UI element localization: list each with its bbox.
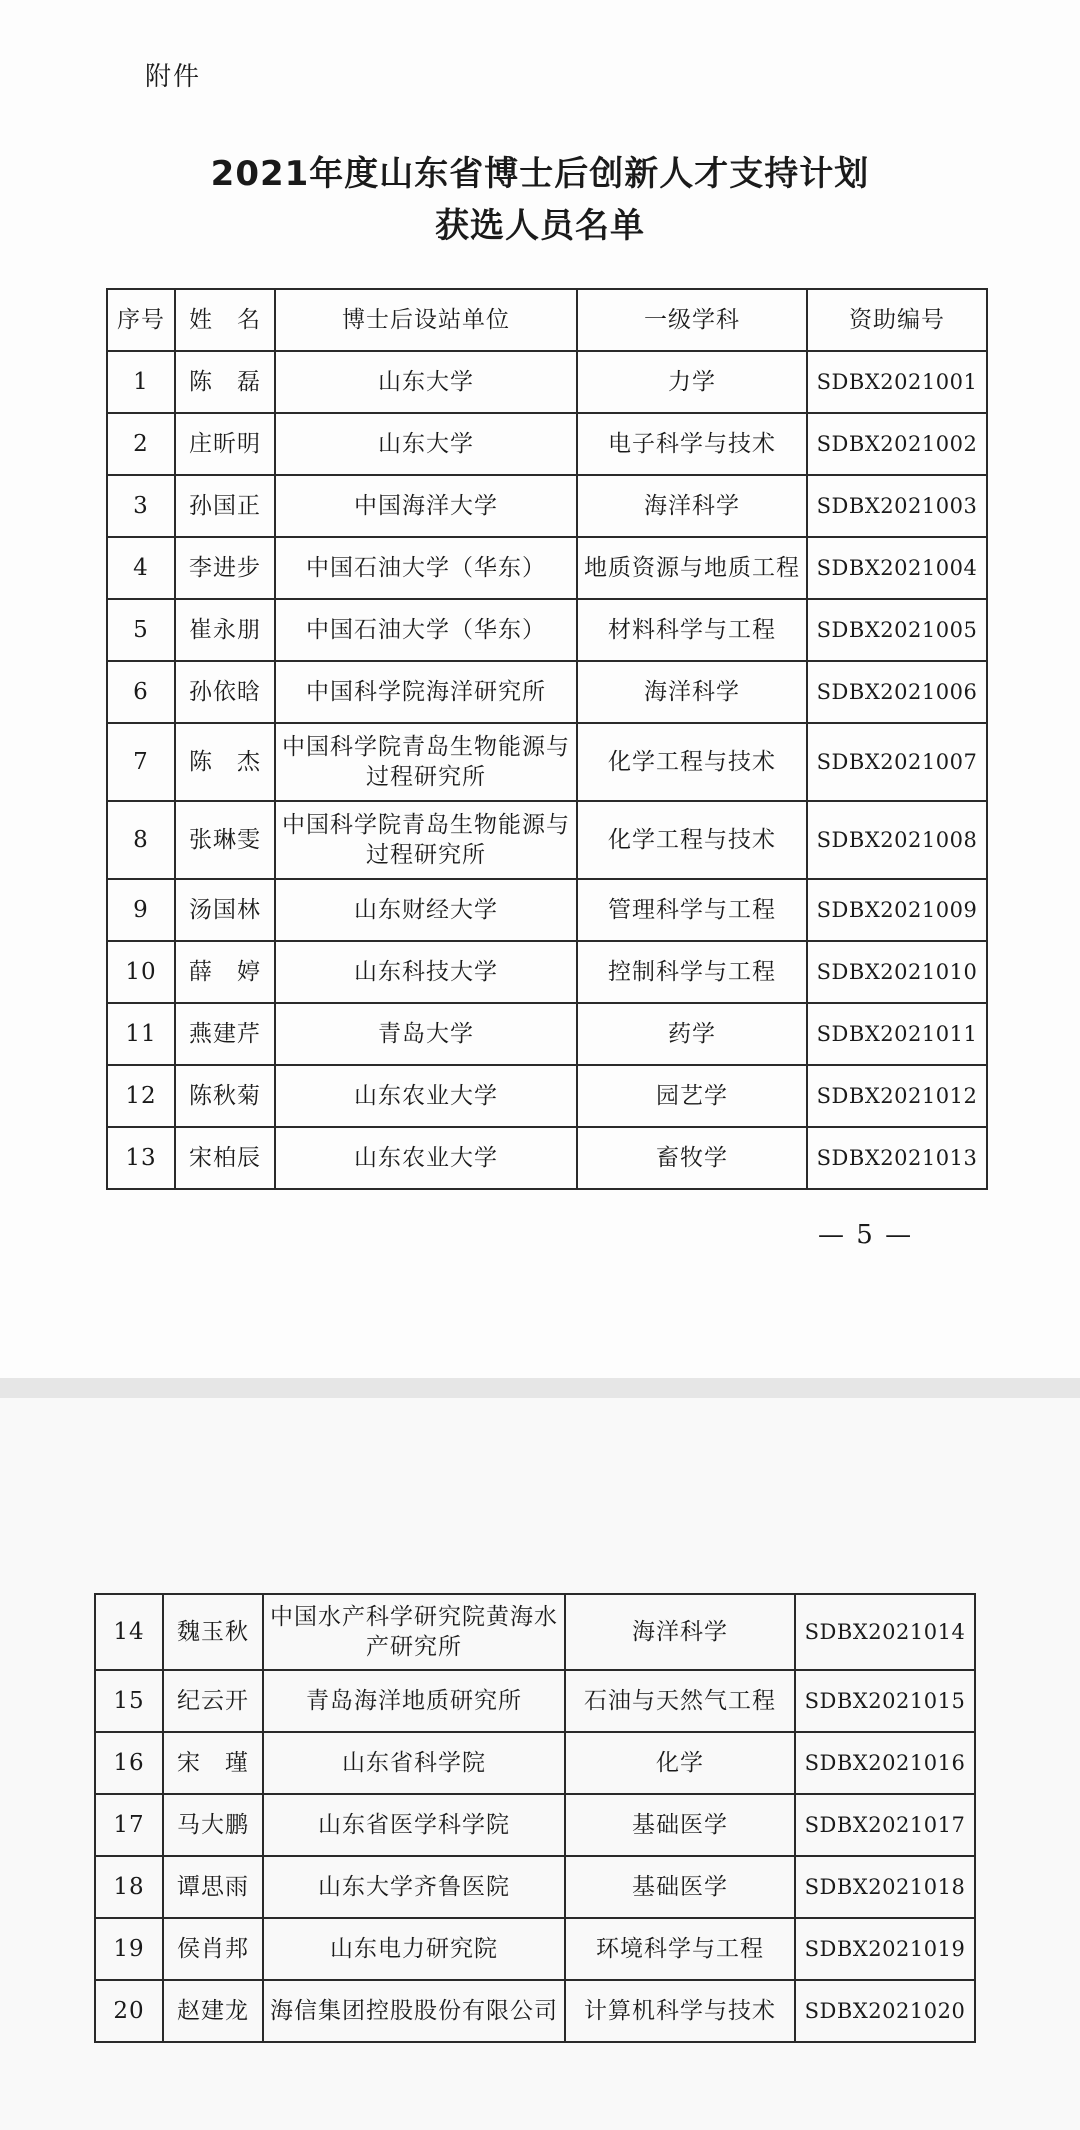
header-unit: 博士后设站单位: [275, 289, 577, 351]
header-subject: 一级学科: [577, 289, 807, 351]
cell-subject: 畜牧学: [577, 1127, 807, 1189]
cell-name: 魏玉秋: [163, 1594, 263, 1670]
cell-no: 9: [107, 879, 175, 941]
recipients-table-continued: [94, 1593, 976, 2043]
cell-code: SDBX2021018: [795, 1856, 975, 1918]
cell-name: 薛 婷: [175, 941, 275, 1003]
cell-unit: 中国海洋大学: [275, 475, 577, 537]
cell-unit: 山东农业大学: [275, 1065, 577, 1127]
cell-name: 宋柏辰: [175, 1127, 275, 1189]
cell-code: SDBX2021017: [795, 1794, 975, 1856]
table-row: [95, 1732, 975, 1794]
cell-no: 8: [107, 801, 175, 879]
cell-no: 15: [95, 1670, 163, 1732]
cell-name: 崔永朋: [175, 599, 275, 661]
table-row: [107, 537, 987, 599]
cell-unit: 山东农业大学: [275, 1127, 577, 1189]
cell-code: SDBX2021003: [807, 475, 987, 537]
table-row: [107, 723, 987, 801]
cell-subject: 海洋科学: [577, 661, 807, 723]
cell-name: 马大鹏: [163, 1794, 263, 1856]
cell-subject: 石油与天然气工程: [565, 1670, 795, 1732]
table-header-row: [107, 289, 987, 351]
cell-no: 14: [95, 1594, 163, 1670]
cell-subject: 电子科学与技术: [577, 413, 807, 475]
cell-subject: 环境科学与工程: [565, 1918, 795, 1980]
cell-no: 7: [107, 723, 175, 801]
cell-subject: 计算机科学与技术: [565, 1980, 795, 2042]
cell-name: 汤国林: [175, 879, 275, 941]
cell-unit: 山东大学齐鲁医院: [263, 1856, 565, 1918]
cell-unit: 中国科学院青岛生物能源与过程研究所: [275, 801, 577, 879]
cell-unit: 中国水产科学研究院黄海水产研究所: [263, 1594, 565, 1670]
cell-code: SDBX2021002: [807, 413, 987, 475]
cell-unit: 青岛海洋地质研究所: [263, 1670, 565, 1732]
cell-name: 纪云开: [163, 1670, 263, 1732]
table-row: [95, 1794, 975, 1856]
cell-subject: 控制科学与工程: [577, 941, 807, 1003]
cell-subject: 化学工程与技术: [577, 723, 807, 801]
table-row: [95, 1918, 975, 1980]
cell-unit: 青岛大学: [275, 1003, 577, 1065]
cell-code: SDBX2021008: [807, 801, 987, 879]
cell-subject: 药学: [577, 1003, 807, 1065]
cell-no: 20: [95, 1980, 163, 2042]
cell-name: 赵建龙: [163, 1980, 263, 2042]
cell-code: SDBX2021020: [795, 1980, 975, 2042]
cell-subject: 管理科学与工程: [577, 879, 807, 941]
cell-code: SDBX2021012: [807, 1065, 987, 1127]
cell-subject: 基础医学: [565, 1856, 795, 1918]
cell-subject: 力学: [577, 351, 807, 413]
cell-unit: 山东财经大学: [275, 879, 577, 941]
cell-subject: 海洋科学: [577, 475, 807, 537]
cell-unit: 山东省科学院: [263, 1732, 565, 1794]
table-row: [107, 475, 987, 537]
cell-code: SDBX2021001: [807, 351, 987, 413]
cell-unit: 山东大学: [275, 351, 577, 413]
cell-subject: 海洋科学: [565, 1594, 795, 1670]
table-row: [95, 1980, 975, 2042]
table-row: [107, 801, 987, 879]
cell-subject: 化学: [565, 1732, 795, 1794]
cell-no: 1: [107, 351, 175, 413]
cell-code: SDBX2021010: [807, 941, 987, 1003]
document-page-2: [0, 1398, 1080, 2130]
cell-no: 19: [95, 1918, 163, 1980]
cell-unit: 海信集团控股股份有限公司: [263, 1980, 565, 2042]
cell-name: 庄昕明: [175, 413, 275, 475]
cell-name: 侯肖邦: [163, 1918, 263, 1980]
cell-no: 5: [107, 599, 175, 661]
table-row: [95, 1856, 975, 1918]
cell-code: SDBX2021011: [807, 1003, 987, 1065]
cell-subject: 地质资源与地质工程: [577, 537, 807, 599]
cell-subject: 基础医学: [565, 1794, 795, 1856]
header-name: 姓 名: [175, 289, 275, 351]
cell-no: 13: [107, 1127, 175, 1189]
attachment-label: 附件: [145, 62, 202, 92]
recipients-table: [106, 288, 988, 1190]
cell-no: 12: [107, 1065, 175, 1127]
cell-unit: 中国石油大学（华东）: [275, 537, 577, 599]
cell-code: SDBX2021019: [795, 1918, 975, 1980]
table-row: [107, 413, 987, 475]
cell-no: 4: [107, 537, 175, 599]
cell-no: 10: [107, 941, 175, 1003]
table-row: [107, 661, 987, 723]
cell-code: SDBX2021014: [795, 1594, 975, 1670]
cell-no: 3: [107, 475, 175, 537]
cell-code: SDBX2021005: [807, 599, 987, 661]
table-row: [107, 1127, 987, 1189]
cell-unit: 中国石油大学（华东）: [275, 599, 577, 661]
cell-code: SDBX2021009: [807, 879, 987, 941]
cell-no: 6: [107, 661, 175, 723]
cell-no: 18: [95, 1856, 163, 1918]
table-row: [107, 941, 987, 1003]
cell-code: SDBX2021004: [807, 537, 987, 599]
cell-unit: 山东科技大学: [275, 941, 577, 1003]
table-row: [107, 879, 987, 941]
header-no: 序号: [107, 289, 175, 351]
cell-code: SDBX2021015: [795, 1670, 975, 1732]
cell-subject: 材料科学与工程: [577, 599, 807, 661]
cell-no: 11: [107, 1003, 175, 1065]
cell-unit: 中国科学院青岛生物能源与过程研究所: [275, 723, 577, 801]
cell-code: SDBX2021013: [807, 1127, 987, 1189]
cell-unit: 山东大学: [275, 413, 577, 475]
cell-name: 陈 杰: [175, 723, 275, 801]
cell-name: 谭思雨: [163, 1856, 263, 1918]
cell-name: 张琳雯: [175, 801, 275, 879]
cell-name: 燕建芹: [175, 1003, 275, 1065]
page-number: — 5 —: [818, 1220, 914, 1250]
cell-no: 16: [95, 1732, 163, 1794]
cell-code: SDBX2021006: [807, 661, 987, 723]
cell-name: 陈秋菊: [175, 1065, 275, 1127]
cell-unit: 山东电力研究院: [263, 1918, 565, 1980]
cell-subject: 化学工程与技术: [577, 801, 807, 879]
cell-code: SDBX2021007: [807, 723, 987, 801]
table-row: [95, 1670, 975, 1732]
table-row: [95, 1594, 975, 1670]
cell-unit: 山东省医学科学院: [263, 1794, 565, 1856]
cell-name: 孙国正: [175, 475, 275, 537]
cell-name: 宋 瑾: [163, 1732, 263, 1794]
header-code: 资助编号: [807, 289, 987, 351]
cell-unit: 中国科学院海洋研究所: [275, 661, 577, 723]
table-row: [107, 1065, 987, 1127]
cell-name: 陈 磊: [175, 351, 275, 413]
document-title: 2021年度山东省博士后创新人才支持计划: [210, 154, 870, 194]
table-row: [107, 1003, 987, 1065]
cell-code: SDBX2021016: [795, 1732, 975, 1794]
cell-name: 孙依晗: [175, 661, 275, 723]
document-subtitle: 获选人员名单: [435, 206, 645, 246]
table-row: [107, 599, 987, 661]
cell-no: 2: [107, 413, 175, 475]
cell-no: 17: [95, 1794, 163, 1856]
cell-name: 李进步: [175, 537, 275, 599]
cell-subject: 园艺学: [577, 1065, 807, 1127]
table-row: [107, 351, 987, 413]
